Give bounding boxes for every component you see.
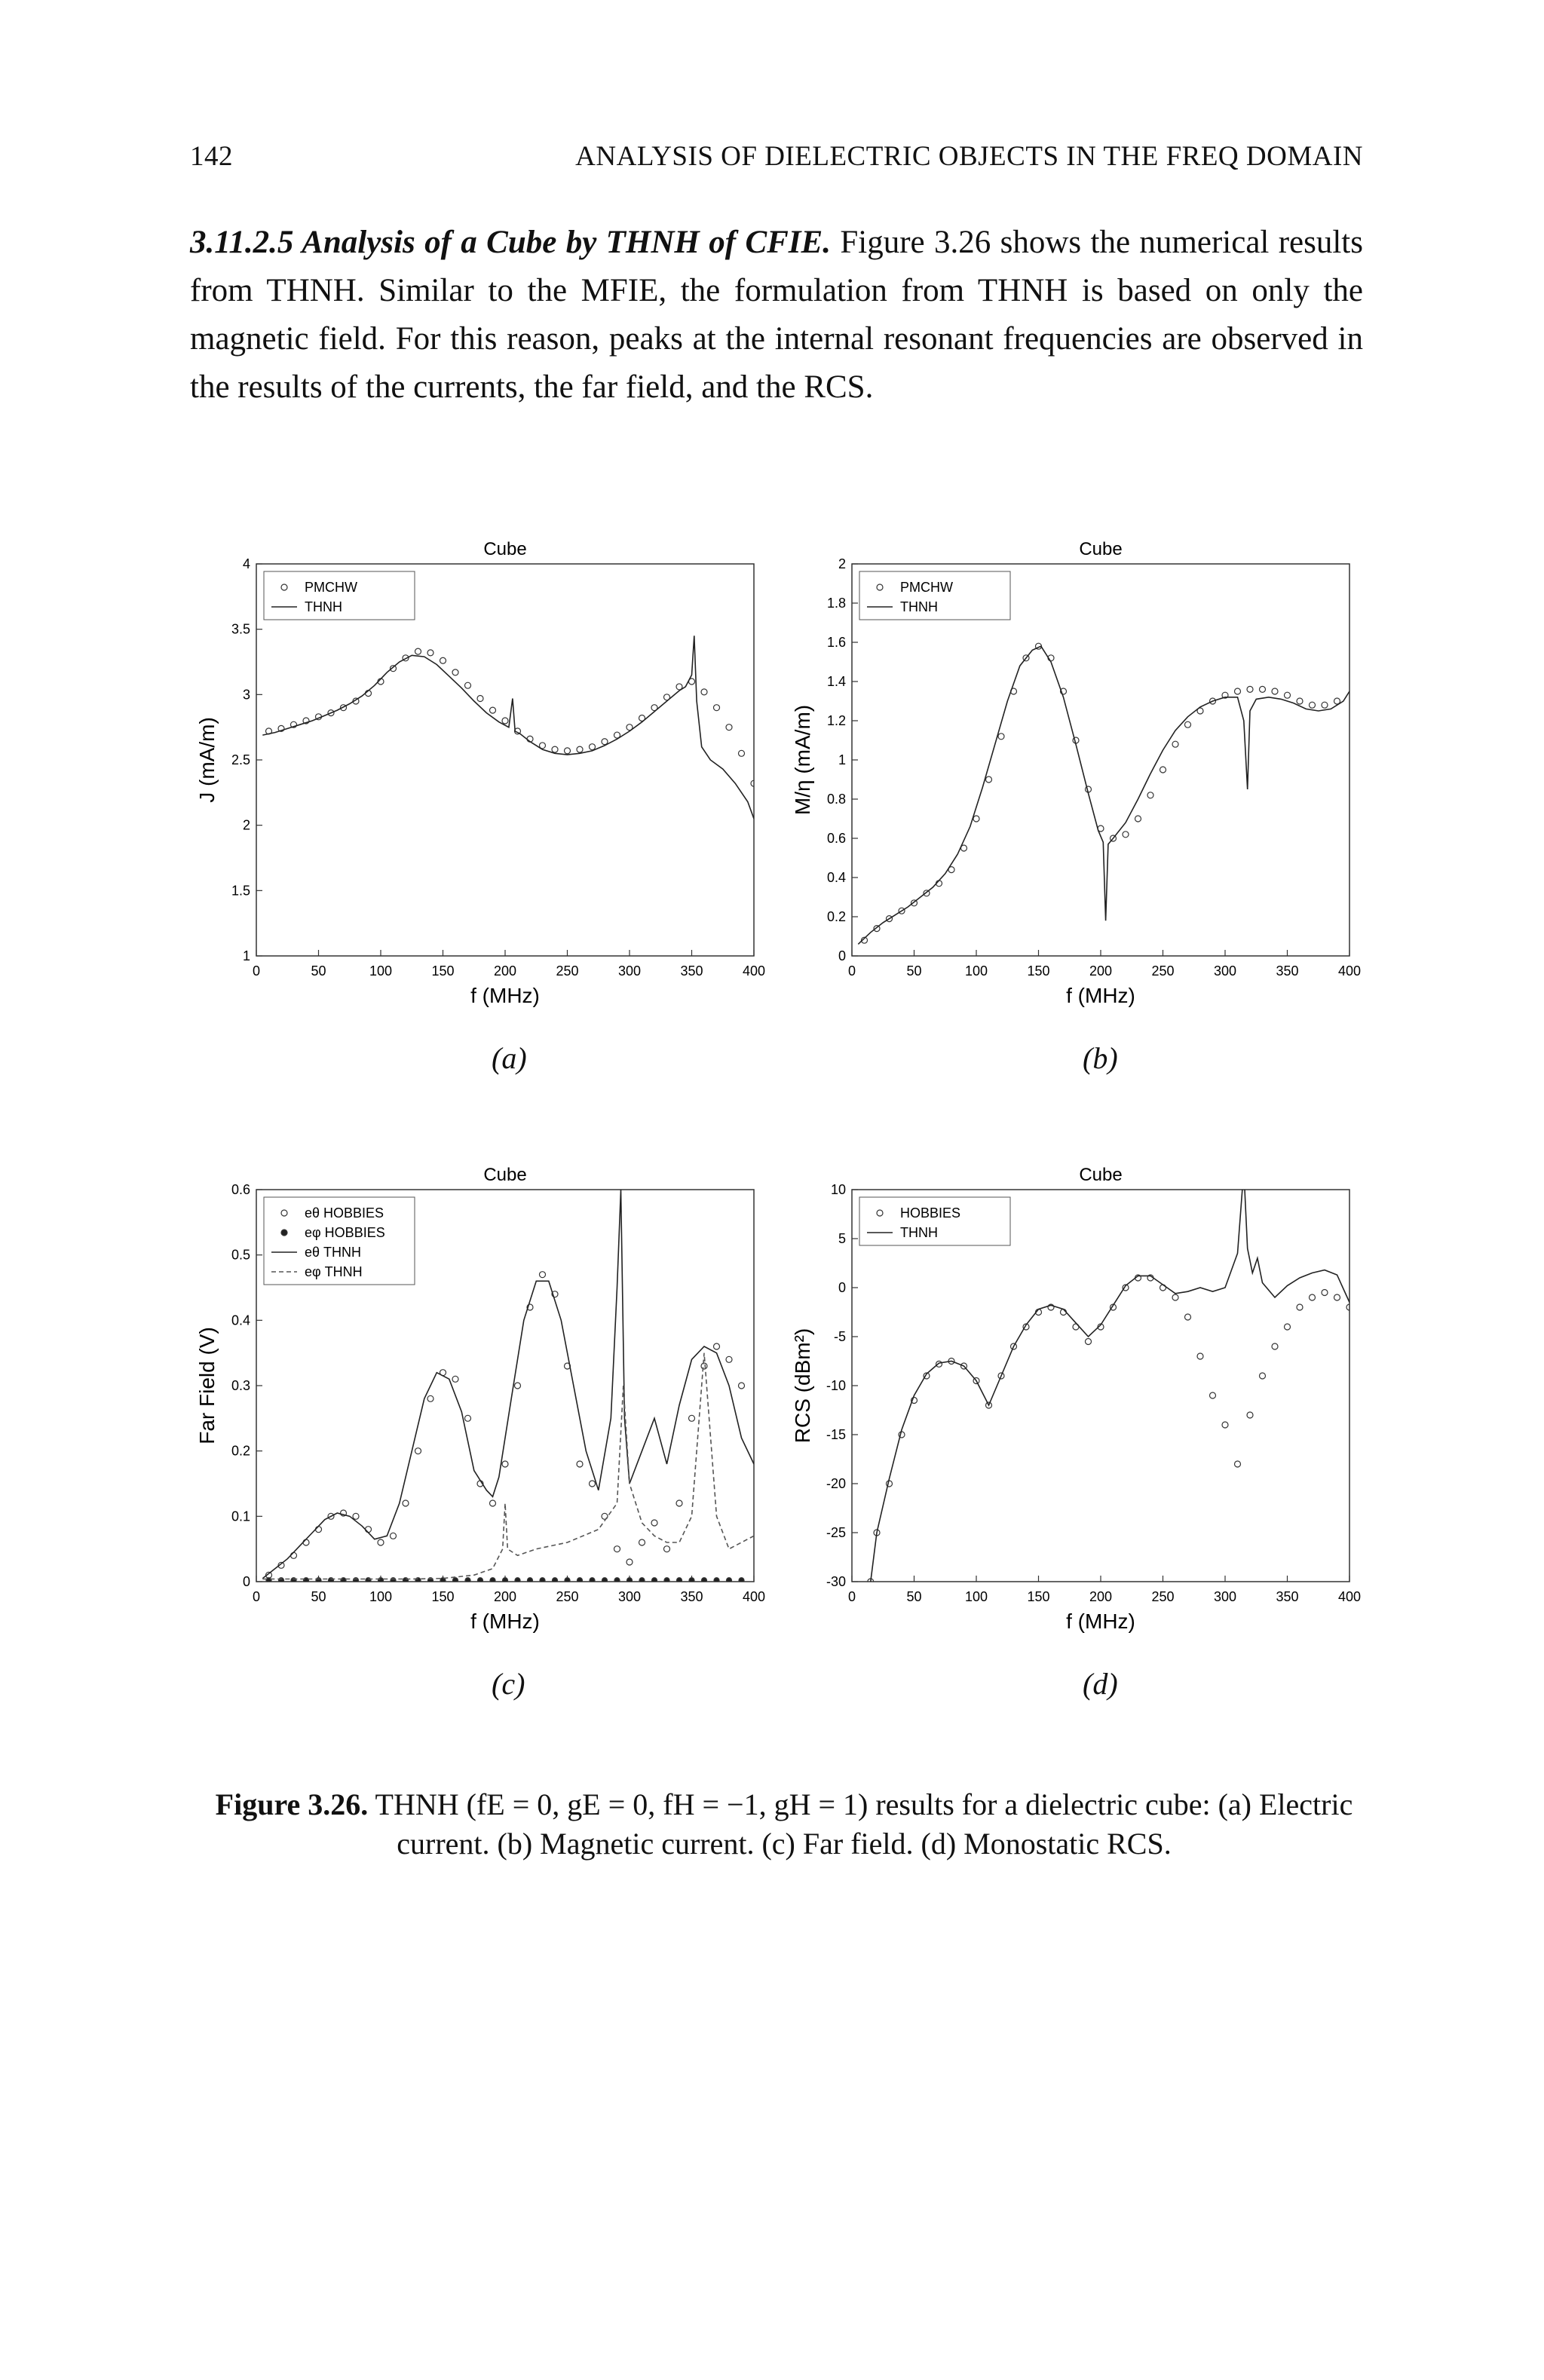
x-tick-label: 0	[847, 963, 856, 979]
x-tick-label: 0	[847, 1589, 856, 1604]
y-tick-label: 0.1	[231, 1509, 250, 1524]
page-header	[190, 140, 1363, 178]
data-point	[726, 724, 732, 731]
x-tick-label: 0	[252, 963, 261, 979]
data-point	[1322, 702, 1328, 708]
plot-frame	[256, 564, 754, 956]
x-tick-label: 350	[1276, 963, 1299, 979]
plot-frame	[852, 1190, 1349, 1582]
data-point	[552, 746, 558, 752]
data-point	[701, 1363, 707, 1369]
caption-text: THNH (fE = 0, gE = 0, fH = −1, gH = 1) results for a dielectric cube: (a) Electric current. (b) Magnetic current. (c) Far field. (d) Monostatic RCS.	[368, 1787, 1353, 1861]
series-group	[858, 643, 1349, 944]
figure-caption	[204, 1785, 1365, 1864]
x-tick-label: 200	[1089, 963, 1113, 979]
y-tick-label: 0.2	[231, 1443, 250, 1459]
data-point	[602, 739, 608, 745]
y-tick-label: -20	[826, 1476, 846, 1491]
legend-entry: eφ THNH	[305, 1264, 363, 1279]
data-point	[1285, 692, 1291, 698]
y-tick-label: 0.2	[826, 909, 846, 924]
chart-panel-b	[777, 528, 1372, 1018]
x-tick-label: 0	[252, 1589, 261, 1604]
x-tick-label: 300	[1213, 963, 1237, 979]
y-tick-label: 0.4	[826, 870, 846, 885]
running-title: ANALYSIS OF DIELECTRIC OBJECTS IN THE FREQ DOMAIN	[575, 141, 1363, 172]
data-point	[1310, 1294, 1316, 1300]
data-point	[502, 1461, 508, 1467]
data-point	[427, 1395, 433, 1401]
x-tick-label: 200	[1089, 1589, 1113, 1604]
data-point	[739, 750, 745, 756]
chart-title: Cube	[1079, 1165, 1123, 1185]
data-point	[936, 1361, 942, 1367]
legend-entry: HOBBIES	[900, 1205, 961, 1221]
data-point	[1297, 698, 1303, 704]
data-point	[1260, 1373, 1266, 1379]
data-point	[1297, 1304, 1303, 1310]
data-point	[391, 1533, 397, 1539]
data-point	[651, 1520, 657, 1526]
x-axis-label: f (MHz)	[1066, 984, 1135, 1007]
legend	[264, 571, 415, 620]
data-point	[490, 707, 496, 713]
x-axis-label: f (MHz)	[470, 1610, 540, 1633]
data-point	[565, 748, 571, 754]
chart-panel-a	[181, 528, 777, 1018]
data-point	[515, 1383, 521, 1389]
y-tick-label: 0	[838, 1280, 846, 1295]
x-tick-label: 400	[742, 963, 766, 979]
data-point	[998, 734, 1004, 740]
data-point	[502, 718, 508, 724]
data-point	[490, 1500, 496, 1506]
data-point	[291, 1552, 297, 1558]
data-point	[1310, 702, 1316, 708]
x-tick-label: 150	[1027, 1589, 1050, 1604]
x-tick-label: 200	[493, 1589, 517, 1604]
chart-panel-c	[181, 1153, 777, 1643]
data-point	[1147, 792, 1153, 798]
x-tick-label: 250	[556, 1589, 579, 1604]
section-heading: 3.11.2.5 Analysis of a Cube by THNH of CFIE.	[190, 225, 831, 260]
data-point	[1210, 1392, 1216, 1398]
data-point	[577, 746, 583, 752]
x-tick-label: 100	[369, 1589, 393, 1604]
x-tick-label: 250	[1151, 1589, 1175, 1604]
data-point	[726, 1356, 732, 1362]
chart-title: Cube	[483, 539, 527, 559]
series-line	[262, 1353, 754, 1579]
x-axis-label: f (MHz)	[1066, 1610, 1135, 1633]
subfigure-label-d: (d)	[1083, 1667, 1118, 1701]
y-tick-label: -15	[826, 1427, 846, 1442]
x-tick-label: 350	[680, 963, 703, 979]
x-tick-label: 200	[493, 963, 517, 979]
data-point	[1185, 1314, 1191, 1320]
legend-entry: THNH	[305, 599, 342, 614]
x-tick-label: 150	[431, 963, 455, 979]
y-tick-label: 3.5	[231, 621, 250, 637]
data-point	[366, 1527, 372, 1533]
data-point	[1272, 688, 1278, 694]
data-point	[415, 648, 421, 654]
series-line	[858, 646, 1349, 944]
chart-d	[777, 1153, 1372, 1643]
data-point	[1185, 721, 1191, 727]
y-tick-label: 1.8	[826, 596, 846, 611]
chart-c	[181, 1153, 777, 1643]
y-axis-label: RCS (dBm²)	[791, 1328, 814, 1444]
x-tick-label: 50	[906, 1589, 922, 1604]
y-tick-label: 10	[830, 1182, 846, 1197]
data-point	[1160, 767, 1166, 773]
legend-entry: PMCHW	[305, 580, 357, 595]
data-point	[353, 1513, 359, 1519]
caption-label: Figure 3.26.	[215, 1787, 369, 1821]
y-tick-label: -25	[826, 1525, 846, 1540]
data-point	[1272, 1343, 1278, 1349]
y-tick-label: 3	[242, 687, 250, 703]
series-line	[262, 636, 754, 819]
y-tick-label: 0.3	[231, 1378, 250, 1393]
data-point	[1222, 1422, 1228, 1428]
data-point	[465, 1415, 471, 1421]
y-tick-label: 2	[242, 817, 250, 833]
y-tick-label: 0.6	[826, 831, 846, 846]
data-point	[303, 1539, 309, 1545]
x-tick-label: 150	[431, 1589, 455, 1604]
data-point	[1172, 1294, 1178, 1300]
y-axis-label: M/η (mA/m)	[791, 704, 814, 816]
y-tick-label: 4	[242, 556, 250, 571]
data-point	[378, 1539, 384, 1545]
x-tick-label: 300	[1213, 1589, 1237, 1604]
y-tick-label: 2	[838, 556, 846, 571]
data-point	[1285, 1324, 1291, 1330]
y-tick-label: 1.5	[231, 883, 250, 899]
plot-frame	[852, 564, 1349, 956]
data-point	[1135, 816, 1141, 822]
data-point	[614, 1546, 620, 1552]
chart-b	[777, 528, 1372, 1018]
x-tick-label: 300	[617, 963, 642, 979]
data-point	[739, 1383, 745, 1389]
x-axis-label: f (MHz)	[470, 984, 540, 1007]
data-point	[626, 1559, 633, 1565]
y-tick-label: 5	[838, 1231, 846, 1246]
data-point	[477, 696, 483, 702]
y-tick-label: 0.5	[231, 1247, 250, 1263]
data-point	[714, 1343, 720, 1349]
y-tick-label: 1.6	[826, 635, 846, 650]
legend-entry: THNH	[900, 599, 938, 614]
y-tick-label: 1.4	[826, 674, 846, 689]
legend-entry: eθ THNH	[305, 1245, 362, 1260]
legend	[859, 571, 1010, 620]
data-point	[540, 1272, 546, 1278]
y-tick-label: 1	[242, 948, 250, 963]
data-point	[1334, 1294, 1340, 1300]
data-point	[1197, 1353, 1203, 1359]
data-point	[316, 1527, 322, 1533]
data-point	[701, 689, 707, 695]
legend-entry: PMCHW	[900, 580, 953, 595]
subfigure-label-b: (b)	[1083, 1041, 1118, 1075]
section-paragraph	[190, 219, 1363, 412]
x-tick-label: 400	[742, 1589, 766, 1604]
y-tick-label: 2.5	[231, 752, 250, 767]
data-point	[1247, 1412, 1253, 1418]
x-tick-label: 400	[1337, 963, 1362, 979]
legend	[859, 1197, 1010, 1245]
data-point	[1235, 1461, 1241, 1467]
data-point	[714, 705, 720, 711]
data-point	[664, 1546, 670, 1552]
data-point	[440, 657, 446, 663]
legend-entry: THNH	[900, 1225, 938, 1240]
data-point	[689, 1415, 695, 1421]
x-tick-label: 400	[1337, 1589, 1362, 1604]
data-point	[1123, 832, 1129, 838]
x-tick-label: 100	[964, 963, 988, 979]
chart-panel-d	[777, 1153, 1372, 1643]
series-group	[262, 636, 757, 819]
data-point	[590, 744, 596, 750]
data-point	[973, 816, 979, 822]
data-point	[1172, 741, 1178, 747]
data-point	[403, 1500, 409, 1506]
legend	[264, 1197, 415, 1285]
data-point	[986, 776, 992, 783]
y-tick-label: -5	[833, 1329, 846, 1344]
y-tick-label: 0.6	[231, 1182, 250, 1197]
x-tick-label: 350	[680, 1589, 703, 1604]
chart-title: Cube	[1079, 539, 1123, 559]
data-point	[415, 1448, 421, 1454]
data-point	[452, 1376, 458, 1382]
subfigure-label-c: (c)	[492, 1667, 525, 1701]
legend-swatch	[281, 1230, 287, 1236]
y-tick-label: -10	[826, 1378, 846, 1393]
page-number: 142	[190, 141, 233, 172]
data-point	[465, 682, 471, 688]
x-tick-label: 50	[906, 963, 922, 979]
legend-entry: eθ HOBBIES	[305, 1205, 384, 1221]
x-tick-label: 300	[617, 1589, 642, 1604]
data-point	[676, 1500, 682, 1506]
legend-entry: eφ HOBBIES	[305, 1225, 385, 1240]
y-tick-label: 0.4	[231, 1313, 250, 1328]
y-tick-label: 1	[838, 752, 846, 767]
y-axis-label: J (mA/m)	[195, 717, 219, 803]
data-point	[590, 1481, 596, 1487]
subfigure-label-a: (a)	[492, 1041, 527, 1075]
chart-title: Cube	[483, 1165, 527, 1185]
x-tick-label: 100	[964, 1589, 988, 1604]
y-tick-label: 0	[242, 1574, 250, 1589]
data-point	[1235, 688, 1241, 694]
x-tick-label: 350	[1276, 1589, 1299, 1604]
data-point	[639, 1539, 645, 1545]
x-tick-label: 250	[556, 963, 579, 979]
x-tick-label: 100	[369, 963, 393, 979]
x-tick-label: 50	[311, 1589, 326, 1604]
y-tick-label: -30	[826, 1574, 846, 1589]
data-point	[1260, 686, 1266, 692]
chart-a	[181, 528, 777, 1018]
data-point	[452, 669, 458, 675]
data-point	[577, 1461, 583, 1467]
data-point	[1086, 1339, 1092, 1345]
data-point	[1247, 686, 1253, 692]
x-tick-label: 150	[1027, 963, 1050, 979]
y-tick-label: 0	[838, 948, 846, 963]
x-tick-label: 50	[311, 963, 326, 979]
section-text: Figure 3.26 shows the numerical results from THNH. Similar to the MFIE, the formulation from THNH is based on only the magnetic field. For this reason, peaks at the internal resonant frequencies are observed in the results of the currents, the far field, and the RCS.	[190, 225, 1363, 405]
y-axis-label: Far Field (V)	[195, 1327, 219, 1444]
data-point	[427, 650, 433, 656]
data-point	[1322, 1290, 1328, 1296]
x-tick-label: 250	[1151, 963, 1175, 979]
y-tick-label: 0.8	[826, 792, 846, 807]
y-tick-label: 1.2	[826, 713, 846, 728]
